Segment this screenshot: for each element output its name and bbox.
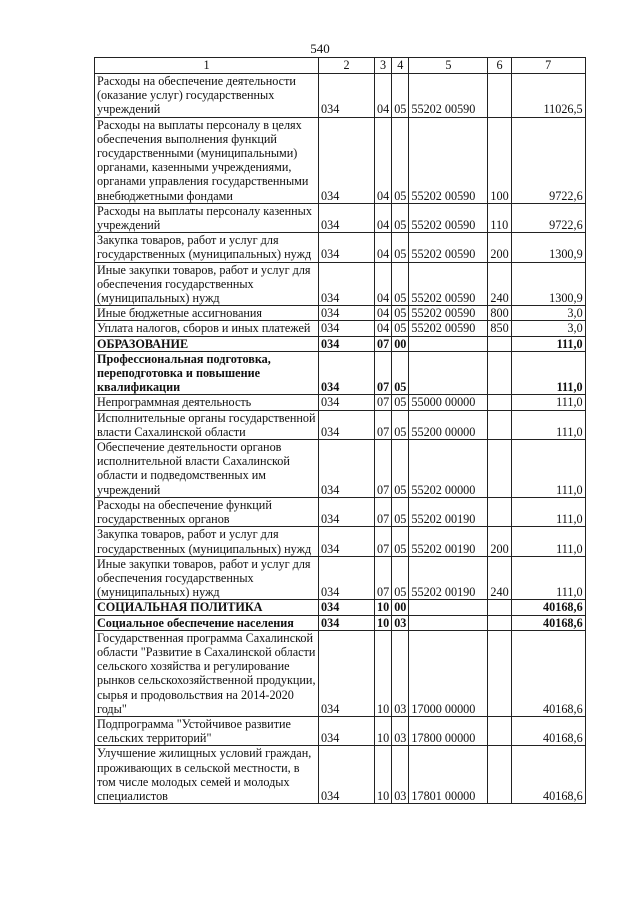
row-subsection: 05 — [392, 410, 409, 439]
row-admin-code: 034 — [319, 74, 375, 118]
row-expense-type: 850 — [488, 321, 511, 336]
row-expense-type: 200 — [488, 233, 511, 262]
table-row — [95, 321, 586, 336]
row-subsection: 05 — [392, 321, 409, 336]
row-name: Закупка товаров, работ и услуг для государственных (муниципальных) нужд — [95, 527, 319, 556]
row-admin-code: 034 — [319, 410, 375, 439]
row-name: Подпрограмма "Устойчивое развитие сельских территорий" — [95, 716, 319, 745]
row-amount: 40168,6 — [511, 600, 585, 615]
row-expense-type — [488, 600, 511, 615]
table-row — [95, 497, 586, 526]
row-subsection: 05 — [392, 527, 409, 556]
row-admin-code: 034 — [319, 351, 375, 395]
row-amount: 9722,6 — [511, 203, 585, 232]
row-admin-code: 034 — [319, 321, 375, 336]
row-target-article: 55202 00590 — [409, 233, 488, 262]
row-subsection: 03 — [392, 746, 409, 804]
table-row — [95, 440, 586, 498]
row-expense-type: 200 — [488, 527, 511, 556]
row-target-article — [409, 336, 488, 351]
row-section: 10 — [375, 716, 392, 745]
row-admin-code: 034 — [319, 527, 375, 556]
table-row — [95, 615, 586, 630]
row-target-article: 55202 00590 — [409, 117, 488, 203]
row-subsection: 03 — [392, 630, 409, 716]
column-header: 6 — [488, 58, 511, 74]
page-number: 540 — [310, 41, 330, 56]
row-subsection: 05 — [392, 395, 409, 410]
row-expense-type: 240 — [488, 556, 511, 600]
row-target-article: 55202 00590 — [409, 321, 488, 336]
row-expense-type — [488, 410, 511, 439]
row-amount: 111,0 — [511, 410, 585, 439]
row-section: 07 — [375, 351, 392, 395]
row-expense-type — [488, 615, 511, 630]
row-admin-code: 034 — [319, 600, 375, 615]
row-name: Иные закупки товаров, работ и услуг для обеспечения государственных (муниципальных) нужд — [95, 556, 319, 600]
column-header: 2 — [319, 58, 375, 74]
row-target-article — [409, 615, 488, 630]
row-section: 04 — [375, 321, 392, 336]
row-section: 04 — [375, 117, 392, 203]
row-section: 07 — [375, 497, 392, 526]
row-expense-type — [488, 716, 511, 745]
column-header: 3 — [375, 58, 392, 74]
row-section: 10 — [375, 600, 392, 615]
row-subsection: 05 — [392, 74, 409, 118]
row-section: 07 — [375, 410, 392, 439]
row-target-article — [409, 600, 488, 615]
row-expense-type: 800 — [488, 306, 511, 321]
row-name: Социальное обеспечение населения — [95, 615, 319, 630]
table-row — [95, 74, 586, 118]
row-subsection: 03 — [392, 716, 409, 745]
table-row — [95, 262, 586, 306]
table-row — [95, 410, 586, 439]
table-row — [95, 600, 586, 615]
table-row — [95, 556, 586, 600]
row-expense-type — [488, 630, 511, 716]
row-amount: 111,0 — [511, 556, 585, 600]
table-row — [95, 395, 586, 410]
row-subsection: 05 — [392, 203, 409, 232]
column-header: 5 — [409, 58, 488, 74]
table-row — [95, 336, 586, 351]
table-row — [95, 117, 586, 203]
row-expense-type — [488, 746, 511, 804]
row-section: 07 — [375, 527, 392, 556]
row-admin-code: 034 — [319, 440, 375, 498]
row-admin-code: 034 — [319, 716, 375, 745]
row-amount: 1300,9 — [511, 262, 585, 306]
row-subsection: 00 — [392, 336, 409, 351]
row-admin-code: 034 — [319, 746, 375, 804]
row-expense-type — [488, 440, 511, 498]
row-subsection: 05 — [392, 556, 409, 600]
row-admin-code: 034 — [319, 615, 375, 630]
row-name: Расходы на обеспечение деятельности (оказание услуг) государственных учреждений — [95, 74, 319, 118]
row-subsection: 00 — [392, 600, 409, 615]
row-admin-code: 034 — [319, 395, 375, 410]
row-name: Исполнительные органы государственной власти Сахалинской области — [95, 410, 319, 439]
row-subsection: 03 — [392, 615, 409, 630]
table-row — [95, 527, 586, 556]
row-expense-type — [488, 74, 511, 118]
row-section: 04 — [375, 306, 392, 321]
row-name: Непрограммная деятельность — [95, 395, 319, 410]
column-header: 1 — [95, 58, 319, 74]
row-name: Профессиональная подготовка, переподготовка и повышение квалификации — [95, 351, 319, 395]
row-name: Обеспечение деятельности органов исполнительной власти Сахалинской области и подведомственных им учреждений — [95, 440, 319, 498]
row-section: 07 — [375, 440, 392, 498]
row-amount: 3,0 — [511, 306, 585, 321]
row-expense-type: 240 — [488, 262, 511, 306]
row-target-article — [409, 351, 488, 395]
row-target-article: 55202 00190 — [409, 497, 488, 526]
row-subsection: 05 — [392, 233, 409, 262]
row-section: 04 — [375, 203, 392, 232]
row-amount: 9722,6 — [511, 117, 585, 203]
row-amount: 111,0 — [511, 395, 585, 410]
row-amount: 111,0 — [511, 440, 585, 498]
row-target-article: 17000 00000 — [409, 630, 488, 716]
row-expense-type — [488, 336, 511, 351]
row-amount: 40168,6 — [511, 615, 585, 630]
row-section: 07 — [375, 395, 392, 410]
row-target-article: 55202 00590 — [409, 262, 488, 306]
row-amount: 111,0 — [511, 497, 585, 526]
row-name: СОЦИАЛЬНАЯ ПОЛИТИКА — [95, 600, 319, 615]
row-amount: 3,0 — [511, 321, 585, 336]
row-amount: 40168,6 — [511, 716, 585, 745]
row-amount: 40168,6 — [511, 630, 585, 716]
row-target-article: 55202 00590 — [409, 74, 488, 118]
column-header: 7 — [511, 58, 585, 74]
row-target-article: 55202 00190 — [409, 527, 488, 556]
row-target-article: 55000 00000 — [409, 395, 488, 410]
row-subsection: 05 — [392, 262, 409, 306]
row-name: Иные закупки товаров, работ и услуг для обеспечения государственных (муниципальных) нужд — [95, 262, 319, 306]
row-section: 10 — [375, 615, 392, 630]
table-row — [95, 630, 586, 716]
row-target-article: 55202 00000 — [409, 440, 488, 498]
row-subsection: 05 — [392, 351, 409, 395]
row-admin-code: 034 — [319, 117, 375, 203]
row-target-article: 17800 00000 — [409, 716, 488, 745]
row-target-article: 55202 00590 — [409, 203, 488, 232]
row-admin-code: 034 — [319, 497, 375, 526]
row-section: 04 — [375, 74, 392, 118]
row-name: Улучшение жилищных условий граждан, проживающих в сельской местности, в том числе молодых семей и молодых специалистов — [95, 746, 319, 804]
row-name: Расходы на обеспечение функций государственных органов — [95, 497, 319, 526]
row-name: Расходы на выплаты персоналу в целях обеспечения выполнения функций государственными (муниципальными) органами, казенными учреждениями, органами управления государственными внебюджетными фондами — [95, 117, 319, 203]
row-expense-type — [488, 395, 511, 410]
table-row — [95, 233, 586, 262]
column-header: 4 — [392, 58, 409, 74]
row-section: 10 — [375, 746, 392, 804]
row-amount: 40168,6 — [511, 746, 585, 804]
table-row — [95, 716, 586, 745]
row-admin-code: 034 — [319, 233, 375, 262]
row-admin-code: 034 — [319, 336, 375, 351]
row-subsection: 05 — [392, 440, 409, 498]
row-amount: 11026,5 — [511, 74, 585, 118]
row-amount: 1300,9 — [511, 233, 585, 262]
row-amount: 111,0 — [511, 527, 585, 556]
row-subsection: 05 — [392, 306, 409, 321]
row-amount: 111,0 — [511, 351, 585, 395]
row-target-article: 55200 00000 — [409, 410, 488, 439]
row-admin-code: 034 — [319, 306, 375, 321]
row-name: Иные бюджетные ассигнования — [95, 306, 319, 321]
row-section: 04 — [375, 233, 392, 262]
table-row — [95, 351, 586, 395]
table-row — [95, 203, 586, 232]
budget-table — [94, 57, 586, 804]
row-expense-type: 100 — [488, 117, 511, 203]
row-target-article: 55202 00190 — [409, 556, 488, 600]
row-name: Расходы на выплаты персоналу казенных учреждений — [95, 203, 319, 232]
row-name: ОБРАЗОВАНИЕ — [95, 336, 319, 351]
row-expense-type — [488, 497, 511, 526]
row-admin-code: 034 — [319, 630, 375, 716]
row-admin-code: 034 — [319, 556, 375, 600]
table-header-row — [95, 58, 586, 74]
row-amount: 111,0 — [511, 336, 585, 351]
row-section: 04 — [375, 262, 392, 306]
row-target-article: 55202 00590 — [409, 306, 488, 321]
row-name: Государственная программа Сахалинской области "Развитие в Сахалинской области сельского хозяйства и регулирование рынков сельскохозяйственной продукции, сырья и продовольствия на 2014-2020 годы" — [95, 630, 319, 716]
row-name: Закупка товаров, работ и услуг для государственных (муниципальных) нужд — [95, 233, 319, 262]
table-row — [95, 306, 586, 321]
row-subsection: 05 — [392, 497, 409, 526]
row-section: 10 — [375, 630, 392, 716]
row-name: Уплата налогов, сборов и иных платежей — [95, 321, 319, 336]
row-admin-code: 034 — [319, 262, 375, 306]
row-target-article: 17801 00000 — [409, 746, 488, 804]
row-section: 07 — [375, 336, 392, 351]
row-section: 07 — [375, 556, 392, 600]
row-expense-type — [488, 351, 511, 395]
table-row — [95, 746, 586, 804]
row-subsection: 05 — [392, 117, 409, 203]
row-expense-type: 110 — [488, 203, 511, 232]
row-admin-code: 034 — [319, 203, 375, 232]
